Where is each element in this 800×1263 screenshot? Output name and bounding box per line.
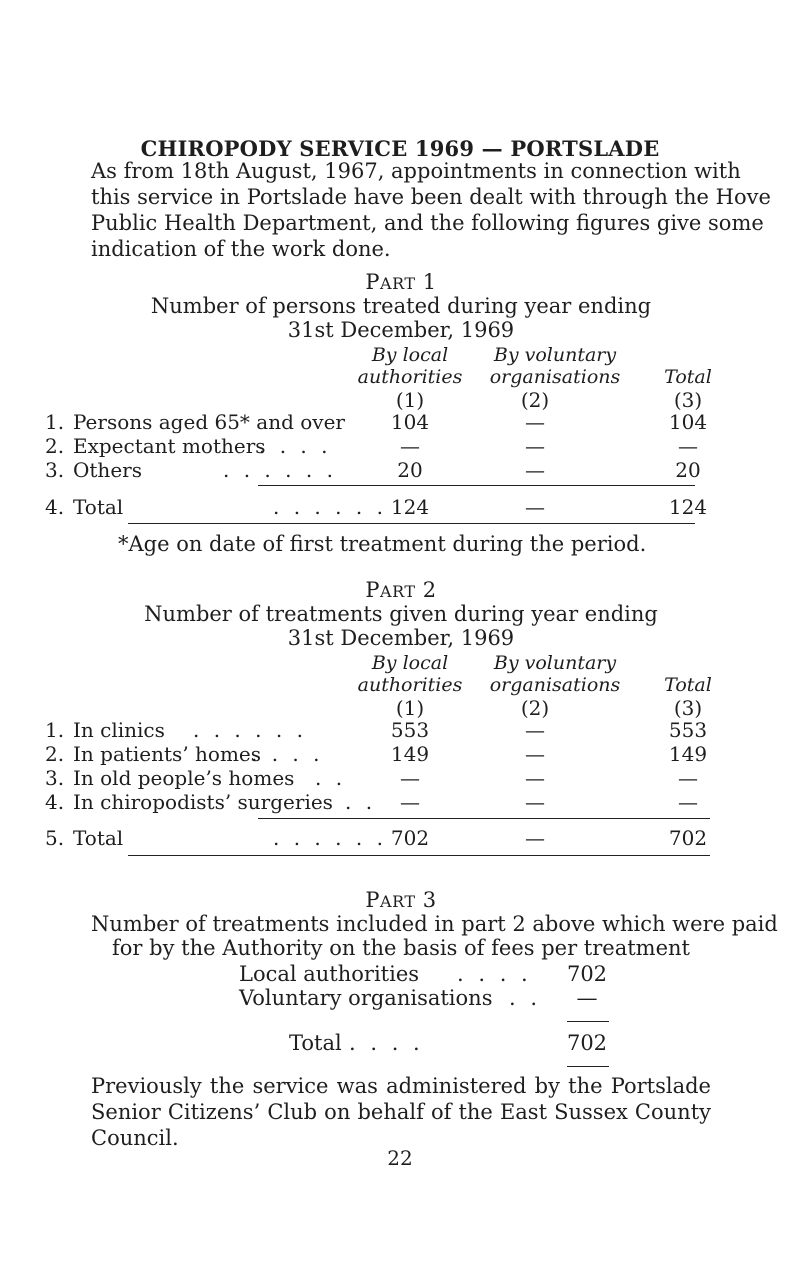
list-item: Voluntary organisations . . —: [239, 986, 598, 1010]
sum-rule: [567, 1021, 609, 1022]
part1-subtitle-line2: 31st December, 1969: [287, 318, 515, 342]
part3-description-line1: Number of treatments included in part 2 above which were paid: [91, 912, 778, 936]
table-rule: [128, 855, 710, 856]
table-total-row: 4. Total . . . . . . 124 — 124: [45, 495, 708, 519]
intro-line: Public Health Department, and the following figures give some: [91, 211, 764, 235]
table-rule: [258, 818, 710, 819]
footnote: *Age on date of first treatment during the period.: [118, 532, 647, 556]
part3-heading: PART 3: [365, 888, 437, 912]
table-row: 2. Expectant mothers . . . . — — —: [45, 434, 698, 458]
closing-paragraph: [91, 1073, 711, 1151]
list-item: Local authorities . . . . 702: [239, 962, 608, 986]
part2-col2-number: (2): [520, 696, 550, 720]
part2-heading: PART 2: [365, 578, 437, 602]
intro-line: indication of the work done.: [91, 237, 391, 261]
part1-col1-number: (1): [395, 388, 425, 412]
table-row: 2. In patients’ homes . . . . 149 — 149: [45, 742, 708, 766]
closing-line: Previously the service was administered by the Portslade: [91, 1074, 711, 1098]
part1-subtitle-line1: Number of persons treated during year ending: [150, 294, 652, 318]
table-row: 1. Persons aged 65* and over 104 — 104: [45, 410, 708, 434]
table-total-row: 5. Total . . . . . . 702 — 702: [45, 826, 708, 850]
intro-paragraph: [91, 158, 771, 262]
part2-col3-number: (3): [673, 696, 703, 720]
intro-line: this service in Portslade have been dealt with through the Hove: [91, 185, 771, 209]
part2-col1-number: (1): [395, 696, 425, 720]
part1-heading: PART 1: [365, 270, 437, 294]
part2-subtitle-line1: Number of treatments given during year ending: [144, 602, 658, 626]
document-page: CHIROPODY SERVICE 1969 — PORTSLADE As from 18th August, 1967, appointments in connection with this service in Portslade have been dealt with through the Hove Public Health Department, and the following figures give some indication of the work done. PART 1 Number of persons treated during year ending 31st December, 1969 By local authorities By voluntary organisations Total (1) (2) (3) 1. Persons aged 65* and over 104 — 104 2. Expectant mothers . . . . — — — 3. Others . . . . . . 20 — 20 4. Total . . . . . . 124 — 124 *Age on date of first treatment during the period. PART 2 Number of treatments given during year ending 31st December, 1969 By local authorities By voluntary organisations Total (1) (2) (3) 1. In clinics . . . . . . 553 — 553 2. In patients’ homes . . . . 149 — 149 3. In old people’s homes . . — — — 4. In chiropodists’ surgeries . . — — — 5. Total . . . . . . 702 — 702 PART 3 Number of treatments included in part 2 above which were paid for by the Authority on the basis of fees per treatment Local authorities . . . . 702 Voluntary organisations . . — Total . . . . 702 Previously the service was administered by the Portslade Senior Citizens’ Club on behalf of the East Sussex County Council. 22: [45, 136, 778, 1170]
table-row: 3. Others . . . . . . 20 — 20: [45, 458, 701, 482]
part1-col3-number: (3): [673, 388, 703, 412]
part3-total-row: Total . . . . 702: [289, 1031, 608, 1055]
table-rule: [128, 523, 695, 524]
closing-line: Senior Citizens’ Club on behalf of the East Sussex County: [91, 1100, 711, 1124]
closing-line: Council.: [91, 1126, 179, 1150]
page-number: 22: [387, 1146, 413, 1170]
table-row: 4. In chiropodists’ surgeries . . — — —: [45, 790, 698, 814]
part2-subtitle-line2: 31st December, 1969: [287, 626, 515, 650]
table-row: 3. In old people’s homes . . — — —: [45, 766, 698, 790]
table-row: 1. In clinics . . . . . . 553 — 553: [45, 718, 708, 742]
table-rule: [258, 485, 695, 486]
intro-line: As from 18th August, 1967, appointments in connection with: [91, 159, 741, 183]
sum-rule: [567, 1066, 609, 1067]
part1-col3-header: Total: [664, 366, 712, 388]
part3-description-line2: for by the Authority on the basis of fees per treatment: [112, 936, 690, 960]
page-title: CHIROPODY SERVICE 1969 — PORTSLADE: [140, 136, 660, 161]
part2-col3-header: Total: [664, 674, 712, 696]
part1-col2-number: (2): [520, 388, 550, 412]
